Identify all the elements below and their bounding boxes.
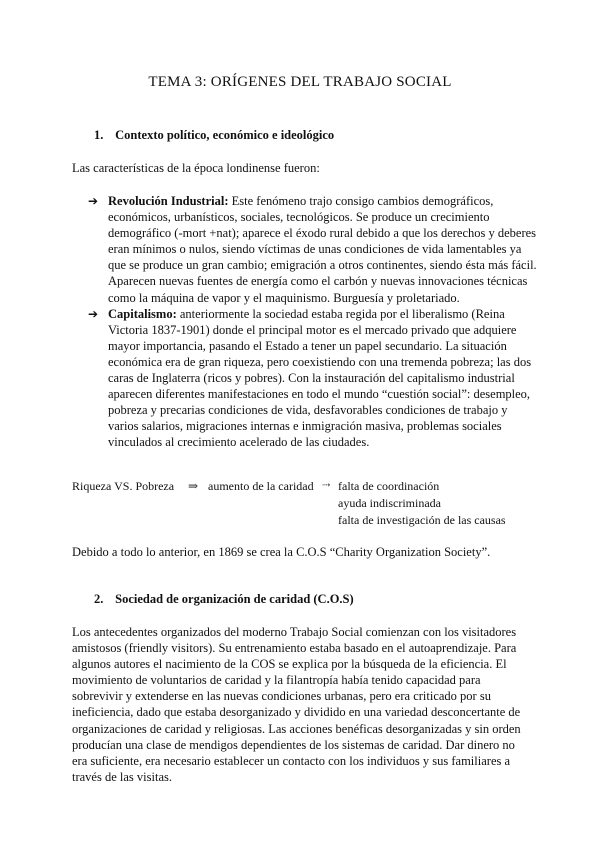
- section-1-number: 1.: [94, 128, 104, 142]
- scheme-item: ayuda indiscriminada: [338, 496, 441, 510]
- dashed-arrow-icon: ⇢: [322, 480, 331, 491]
- arrow-right-icon: ➔: [88, 306, 99, 321]
- list-item: [88, 193, 538, 306]
- bullet-list: [88, 193, 538, 451]
- scheme-middle: aumento de la caridad: [208, 479, 314, 493]
- page-title: TEMA 3: ORÍGENES DEL TRABAJO SOCIAL: [148, 74, 452, 90]
- section-2-heading: [94, 592, 354, 607]
- section-1-title: Contexto político, económico e ideológico: [115, 128, 335, 142]
- section-2-title: Sociedad de organización de caridad (C.O.S): [115, 592, 354, 606]
- list-item: [88, 306, 538, 451]
- section-2-number: 2.: [94, 592, 104, 606]
- section-1-heading: [94, 128, 334, 143]
- scheme-item: falta de investigación de las causas: [338, 513, 506, 527]
- bullet-text: Este fenómeno trajo consigo cambios demográficos, económicos, urbanísticos, sociales, tecnológicos. Se produce un crecimiento demográfico (-mort +nat); aparece el éxodo rural debido a que los derechos y deberes eran mínimos o nulos, siendo víctimas de unas condiciones de vida lamentables ya que se produce un gran cambio; emigración a otros continentes, siendo ésta más fácil. Aparecen nuevas fuentes de energía como el carbón y nuevas innovaciones técnicas como la máquina de vapor y el maquinismo. Burguesía y proletariado.: [108, 194, 537, 305]
- section-1-intro: Las características de la época londinense fueron:: [72, 161, 320, 175]
- section-1-conclusion: Debido a todo lo anterior, en 1869 se crea la C.O.S “Charity Organization Society”.: [72, 545, 491, 559]
- scheme-item: falta de coordinación: [338, 479, 440, 493]
- bullet-text: anteriormente la sociedad estaba regida por el liberalismo (Reina Victoria 1837-1901) donde el principal motor es el mercado privado que adquiere mayor importancia, pasando el Estado a tener un papel secundario. La situación económica era de gran riqueza, pero coexistiendo con una tremenda pobreza; las dos caras de Inglaterra (ricos y pobres). Con la instauración del capitalismo industrial aparecen diferentes manifestaciones en todo el mundo “cuestión social”: desempleo, pobreza y precarias condiciones de vida, desfavorables condiciones de trabajo y varios salarios, migraciones internas e inmigración masiva, problemas sociales vinculados al crecimiento acelerado de las ciudades.: [108, 306, 532, 450]
- arrow-right-icon: ➔: [88, 194, 99, 208]
- scheme-left: Riqueza VS. Pobreza: [72, 479, 175, 493]
- bullet-term: Capitalismo:: [108, 306, 177, 321]
- double-arrow-icon: ⇒: [188, 479, 199, 493]
- section-2-body: Los antecedentes organizados del moderno Trabajo Social comienzan con los visitadores amistosos (friendly visitors). Su entrenamiento estaba basado en el autoaprendizaje. Para algunos autores el nacimiento de la COS se explica por la búsqueda de la eficiencia. El movimiento de voluntarios de caridad y la filantropía había tenido capacidad para sobrevivir y extenderse en las nuevas condiciones urbanas, pero era criticado por su ineficiencia, dado que estaba desorganizado y dividido en una variedad desconcertante de organizaciones de caridad y religiosas. Las acciones benéficas desorganizadas y sin orden producían una clase de mendigos dependientes de los sistemas de caridad. Dar dinero no era suficiente, era necesario establecer un contacto con los individuos y sus familiares a través de las visitas.: [72, 625, 521, 784]
- bullet-term: Revolución Industrial:: [108, 194, 229, 208]
